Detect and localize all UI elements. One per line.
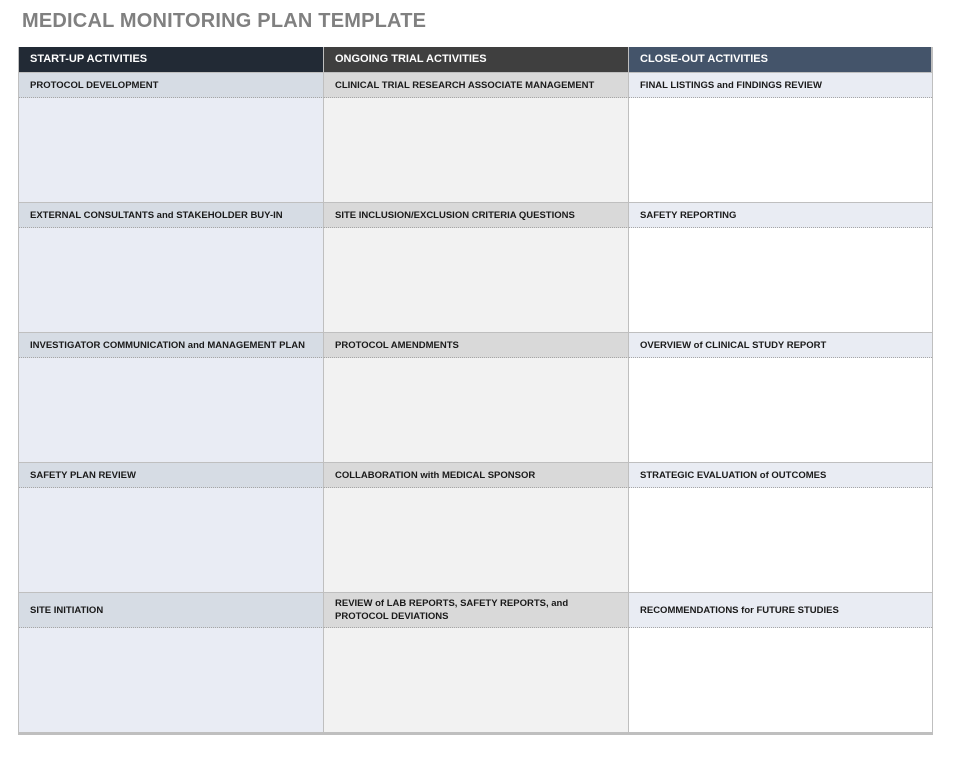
section-header-row <box>19 332 932 358</box>
notes-cell[interactable] <box>324 358 629 462</box>
notes-row <box>19 628 932 732</box>
notes-row <box>19 98 932 202</box>
section-label: SITE INCLUSION/EXCLUSION CRITERIA QUESTIONS <box>324 202 629 228</box>
section-label: PROTOCOL AMENDMENTS <box>324 332 629 358</box>
section-header-row <box>19 462 932 488</box>
section-label: SAFETY REPORTING <box>629 202 932 228</box>
column-header-ongoing: ONGOING TRIAL ACTIVITIES <box>324 47 629 72</box>
section-label: SAFETY PLAN REVIEW <box>19 462 324 488</box>
notes-cell[interactable] <box>324 228 629 332</box>
section-header-row <box>19 592 932 628</box>
section-label: OVERVIEW of CLINICAL STUDY REPORT <box>629 332 932 358</box>
notes-cell[interactable] <box>629 488 932 592</box>
notes-cell[interactable] <box>19 98 324 202</box>
notes-cell[interactable] <box>629 628 932 732</box>
page-title: MEDICAL MONITORING PLAN TEMPLATE <box>22 10 427 32</box>
notes-row <box>19 488 932 592</box>
notes-row <box>19 358 932 462</box>
notes-cell[interactable] <box>324 98 629 202</box>
notes-cell[interactable] <box>19 628 324 732</box>
section-label: RECOMMENDATIONS for FUTURE STUDIES <box>629 592 932 628</box>
section-header-row <box>19 72 932 98</box>
notes-cell[interactable] <box>324 488 629 592</box>
section-label: COLLABORATION with MEDICAL SPONSOR <box>324 462 629 488</box>
notes-cell[interactable] <box>324 628 629 732</box>
section-label: SITE INITIATION <box>19 592 324 628</box>
section-label: INVESTIGATOR COMMUNICATION and MANAGEMENT PLAN <box>19 332 324 358</box>
section-label: PROTOCOL DEVELOPMENT <box>19 72 324 98</box>
notes-cell[interactable] <box>629 358 932 462</box>
section-label: FINAL LISTINGS and FINDINGS REVIEW <box>629 72 932 98</box>
section-header-row <box>19 202 932 228</box>
column-header-closeout: CLOSE-OUT ACTIVITIES <box>629 47 932 72</box>
section-label: REVIEW of LAB REPORTS, SAFETY REPORTS, and PROTOCOL DEVIATIONS <box>324 592 629 628</box>
column-header-startup: START-UP ACTIVITIES <box>19 47 324 72</box>
notes-row <box>19 228 932 332</box>
section-label: CLINICAL TRIAL RESEARCH ASSOCIATE MANAGEMENT <box>324 72 629 98</box>
notes-cell[interactable] <box>629 98 932 202</box>
notes-cell[interactable] <box>19 488 324 592</box>
notes-cell[interactable] <box>19 228 324 332</box>
column-header-row <box>19 47 932 72</box>
section-label: EXTERNAL CONSULTANTS and STAKEHOLDER BUY-IN <box>19 202 324 228</box>
notes-cell[interactable] <box>629 228 932 332</box>
monitoring-plan-table <box>18 47 933 735</box>
section-label: STRATEGIC EVALUATION of OUTCOMES <box>629 462 932 488</box>
notes-cell[interactable] <box>19 358 324 462</box>
